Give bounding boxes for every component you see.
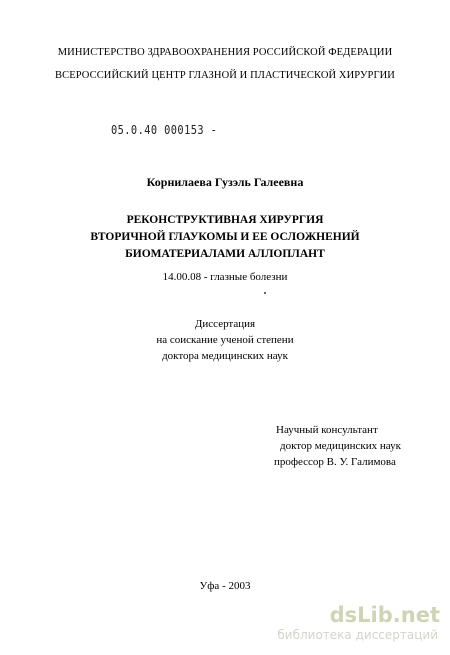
city-year: Уфа - 2003 — [199, 580, 251, 592]
degree-line: доктора медицинских наук — [162, 350, 288, 362]
degree-statement — [0, 316, 450, 364]
title-line: ВТОРИЧНОЙ ГЛАУКОМЫ И ЕЕ ОСЛОЖНЕНИЙ — [90, 231, 360, 243]
center-heading: ВСЕРОССИЙСКИЙ ЦЕНТР ГЛАЗНОЙ И ПЛАСТИЧЕСКОЙ ХИРУРГИИ — [55, 70, 395, 81]
watermark-subtitle: библиотека диссертаций — [277, 628, 438, 642]
ministry-heading: МИНИСТЕРСТВО ЗДРАВООХРАНЕНИЯ РОССИЙСКОЙ ФЕДЕРАЦИИ — [57, 47, 393, 58]
degree-line: на соискание ученой степени — [156, 334, 294, 346]
watermark-logo-text: dsLib.net — [329, 603, 440, 627]
title-line: БИОМАТЕРИАЛАМИ АЛЛОПЛАНТ — [125, 248, 325, 260]
dslib-watermark — [250, 603, 440, 648]
library-code-stamp: 05.0.40 000153 - — [111, 123, 218, 137]
consultant-line: доктор медицинских наук — [280, 440, 401, 452]
consultant-line: Научный консультант — [276, 424, 378, 436]
author-name: Корнилаева Гузэль Галеевна — [146, 175, 304, 189]
speck-mark — [264, 292, 266, 294]
scientific-consultant — [276, 422, 401, 470]
degree-line: Диссертация — [194, 318, 256, 330]
consultant-line: профессор В. У. Галимова — [274, 456, 396, 468]
dissertation-title — [0, 212, 450, 263]
title-line: РЕКОНСТРУКТИВНАЯ ХИРУРГИЯ — [126, 214, 324, 226]
specialty-code: 14.00.08 - глазные болезни — [162, 271, 288, 283]
